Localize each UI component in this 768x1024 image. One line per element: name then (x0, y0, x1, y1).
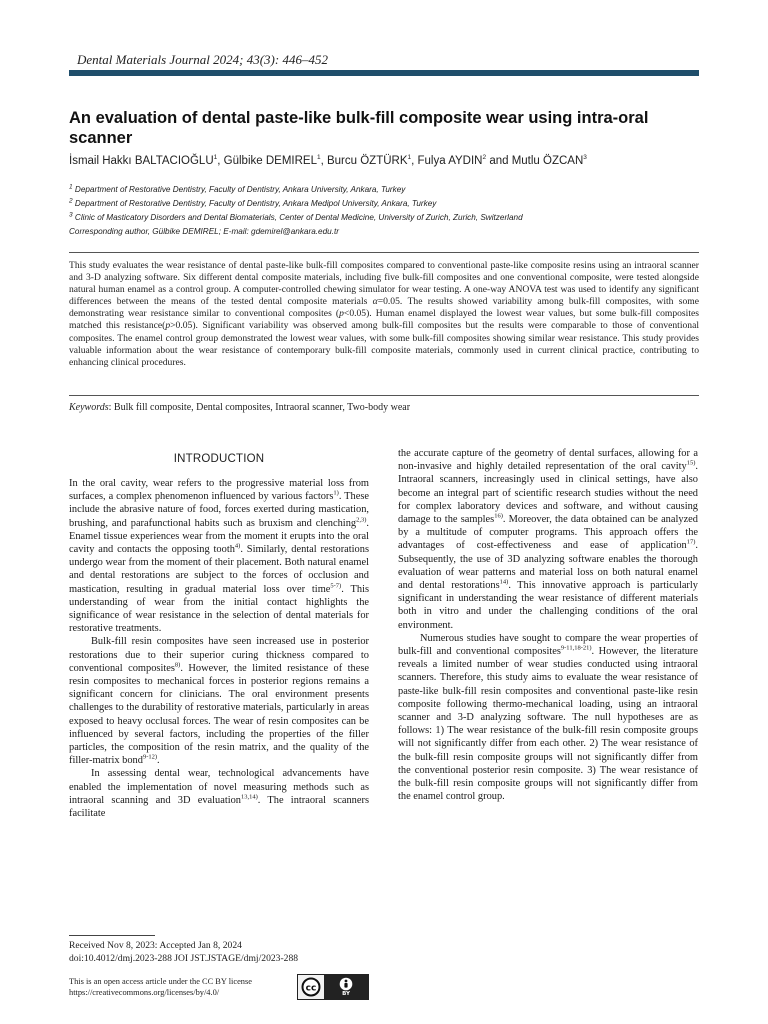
author-affiliation-mark: 1 (407, 154, 412, 162)
article-dates (69, 940, 379, 965)
abstract (69, 260, 699, 369)
abstract-bottom-rule (69, 395, 699, 396)
person-icon (339, 977, 353, 991)
license-note (69, 976, 299, 998)
affiliation-text: Clinic of Masticatory Disorders and Dental Biomaterials, Center of Dental Medicine, University of Zurich, Zurich, Switzerland (74, 213, 523, 222)
affiliation-3 (69, 213, 709, 222)
body-paragraph: the accurate capture of the geometry of dental surfaces, allowing for a non-invasive and highly detailed representation of the oral cavity$^{15)}$. Intraoral scanners, increasingly used in clinical settings, have also become an integral part of scientific research studies without the need for complex laboratory devices and software, and without causing damage to the samples$^{16)}$. Moreover, the data obtained can be analyzed by a multitude of computer programs. This approach offers the advantages of cost-effectiveness and ease of application$^{17)}$. Subsequently, the use of 3D analyzing software enables the thorough evaluation of wear patterns and material loss on both natural enamel and dental restorations$^{14)}$. This innovative approach is particularly significant in understanding the wear resistance of different materials both in vitro and under the challenging conditions of the oral environment. (398, 448, 698, 631)
abstract-symbol: p (165, 320, 171, 332)
introduction-heading: INTRODUCTION (173, 453, 265, 465)
author-name: Fulya AYDIN (417, 155, 483, 167)
keywords (69, 402, 699, 413)
citation-ref: 9-11,18-21) (560, 644, 592, 652)
abstract-text: =0.05. The results showed variability among bulk-fill composites, with some demonstrating wear resistance similar to conventional composites ( (69, 296, 700, 320)
svg-text:cc: cc (305, 983, 317, 994)
citation-ref: 4) (234, 542, 241, 550)
abstract-text: <0.05). Human enamel displayed the lowest wear values, but some bulk-fill composites matched this resistance( (69, 308, 699, 332)
abstract-text: This study evaluates the wear resistance of dental paste-like bulk-fill composites compared to conventional paste-like composite resins using an intraoral scanner and 3-D analyzing software. Six different dental composite materials, including five bulk-fill composites and one conventional composite, were tested alongside natural human enamel as a control group. A computer-controlled chewing simulator for wear testing. A one-way ANOVA test was used to identify any significant differences between the means of the tested dental composite materials (69, 260, 699, 308)
author-affiliation-mark: 3 (583, 154, 587, 162)
by-label: BY (342, 991, 350, 997)
citation-ref: 17) (686, 538, 696, 546)
author-affiliation-mark: 2 (482, 154, 487, 162)
body-paragraph: Numerous studies have sought to compare the wear properties of bulk-fill and conventional composites$^{9-11,18-21)}$. However, the literature reveals a limited number of wear studies conducted using intraoral scanners. Therefore, this study aims to evaluate the wear resistance of paste-like bulk-fill resin composites and conventional paste-like resin composite following thermo-mechanical loading, using an intraoral scanner and 3-D analyzing software. The null hypotheses are as follows: 1) The wear resistance of the bulk-fill resin composite groups will not significantly differ from each other. 2) The wear resistance of the bulk-fill resin composite groups will not significantly differ from the conventional posterior resin composite. 3) The wear resistance of the bulk-fill resin composite groups will not significantly differ from the enamel control group. (398, 632, 698, 803)
author-name: Gülbike DEMIREL (223, 155, 317, 167)
author-name: Burcu ÖZTÜRK (326, 155, 408, 167)
header-bar (69, 70, 699, 76)
citation-ref: 15) (686, 459, 696, 467)
citation-ref: 2,3) (356, 516, 367, 524)
doi: doi:10.4012/dmj.2023-288 JOI JST.JSTAGE/dmj/2023-288 (69, 952, 299, 964)
citation-ref: 8) (174, 661, 181, 669)
cc-by-badge[interactable] (297, 974, 369, 1000)
affiliation-text: Department of Restorative Dentistry, Faculty of Dentistry, Ankara University, Ankara, Turkey (74, 185, 406, 194)
abstract-symbol: p (339, 308, 344, 320)
received-accepted: Received Nov 8, 2023: Accepted Jan 8, 2024 (69, 940, 242, 951)
citation-ref: 9-12) (142, 753, 158, 761)
keywords-text: : Bulk fill composite, Dental composites, Intraoral scanner, Two-body wear (108, 402, 411, 413)
citation-ref: 5-7) (330, 582, 342, 590)
by-attribution (324, 975, 368, 999)
abstract-top-rule (69, 252, 699, 253)
affiliation-number: 3 (69, 211, 73, 219)
citation-ref: 16) (494, 512, 503, 520)
body-paragraph: In assessing dental wear, technological advancements have enabled the implementation of novel measuring methods such as intraoral scanning and 3D evaluation$^{13,14)}$. The intraoral scanners facilitate (69, 768, 369, 820)
author-name: Mutlu ÖZCAN (511, 155, 584, 167)
affiliation-text: Department of Restorative Dentistry, Faculty of Dentistry, Ankara Medipol University, Ankara, Turkey (74, 199, 437, 208)
abstract-symbol: α (372, 296, 378, 308)
license-text: This is an open access article under the CC BY license (69, 977, 252, 986)
author-affiliation-mark: 1 (213, 154, 218, 162)
affiliation-number: 1 (69, 183, 73, 191)
author-list: İsmail Hakkı BALTACIOĞLU$^1$, Gülbike DEMIREL$^1$, Burcu ÖZTÜRK$^1$, Fulya AYDIN$^2$ and Mutlu ÖZCAN$^3$ (69, 154, 587, 167)
article-title: An evaluation of dental paste-like bulk-fill composite wear using intra-oral scanner (69, 109, 649, 147)
citation-ref: 13,14) (241, 793, 258, 801)
author-name: İsmail Hakkı BALTACIOĞLU (69, 155, 214, 167)
right-column (398, 447, 698, 803)
body-paragraph: Bulk-fill resin composites have seen increased use in posterior restorations due to their superior curing thickness compared to conventional composites$^{8)}$. However, the limited resistance of these resin composites to mechanical forces in posterior regions remains a significant concern for clinicians. The oral environment presents challenges to the durability of restorative materials, particularly in areas exposed to heavy occlusal forces. The wear of resin composites can be influenced by several factors, including the properties of the filler particles, the composition of the resin matrix, and the quality of the filler-matrix bond$^{9-12)}$. (69, 636, 370, 767)
journal-citation: Dental Materials Journal 2024; 43(3): 446–452 (77, 52, 328, 67)
citation-ref: 1) (333, 489, 339, 497)
affiliation-number: 2 (69, 197, 73, 205)
license-url[interactable]: https://creativecommons.org/licenses/by/4.0/ (69, 988, 220, 997)
affiliation-1 (69, 185, 709, 194)
affiliation-2 (69, 199, 709, 208)
abstract-text: >0.05). Significant variability was observed among bulk-fill composites but the results were comparable to those of conventional composites. The enamel control group demonstrated the lowest wear values, with some bulk-fill composites showing similar wear resistance. This study provides valuable information about the wear resistance of contemporary bulk-fill composite materials, commonly used in current clinical practice, contributing to enhancing clinical procedures. (69, 320, 699, 368)
corresponding-author: Corresponding author, Gülbike DEMIREL; E-mail: gdemirel@ankara.edu.tr (69, 227, 339, 236)
citation-ref: 14) (499, 578, 509, 586)
keywords-label: Keywords (69, 402, 109, 413)
body-paragraph: In the oral cavity, wear refers to the progressive material loss from surfaces, a complex phenomenon influenced by various factors$^{1)}$. These include the abrasive nature of food, forces exerted during mastication, brushing, and parafunctional habits such as bruxism and clenching$^{2,3)}$. Enamel tissue experiences wear from the moment it erupts into the oral cavity and contacts the opposing tooth$^{4)}$. Similarly, dental restorations undergo wear from the moment of their placement. Both natural enamel and dental restorations are subject to the forces of occlusion and mastication, resulting in gradual material loss over time$^{5-7)}$. This understanding of wear from the initial contact highlights the significance of wear resistance in the selection of dental materials for restorative treatments. (69, 478, 369, 635)
cc-icon (298, 975, 324, 999)
left-column (69, 477, 369, 820)
author-affiliation-mark: 1 (316, 154, 321, 162)
footnote-rule (69, 935, 155, 936)
